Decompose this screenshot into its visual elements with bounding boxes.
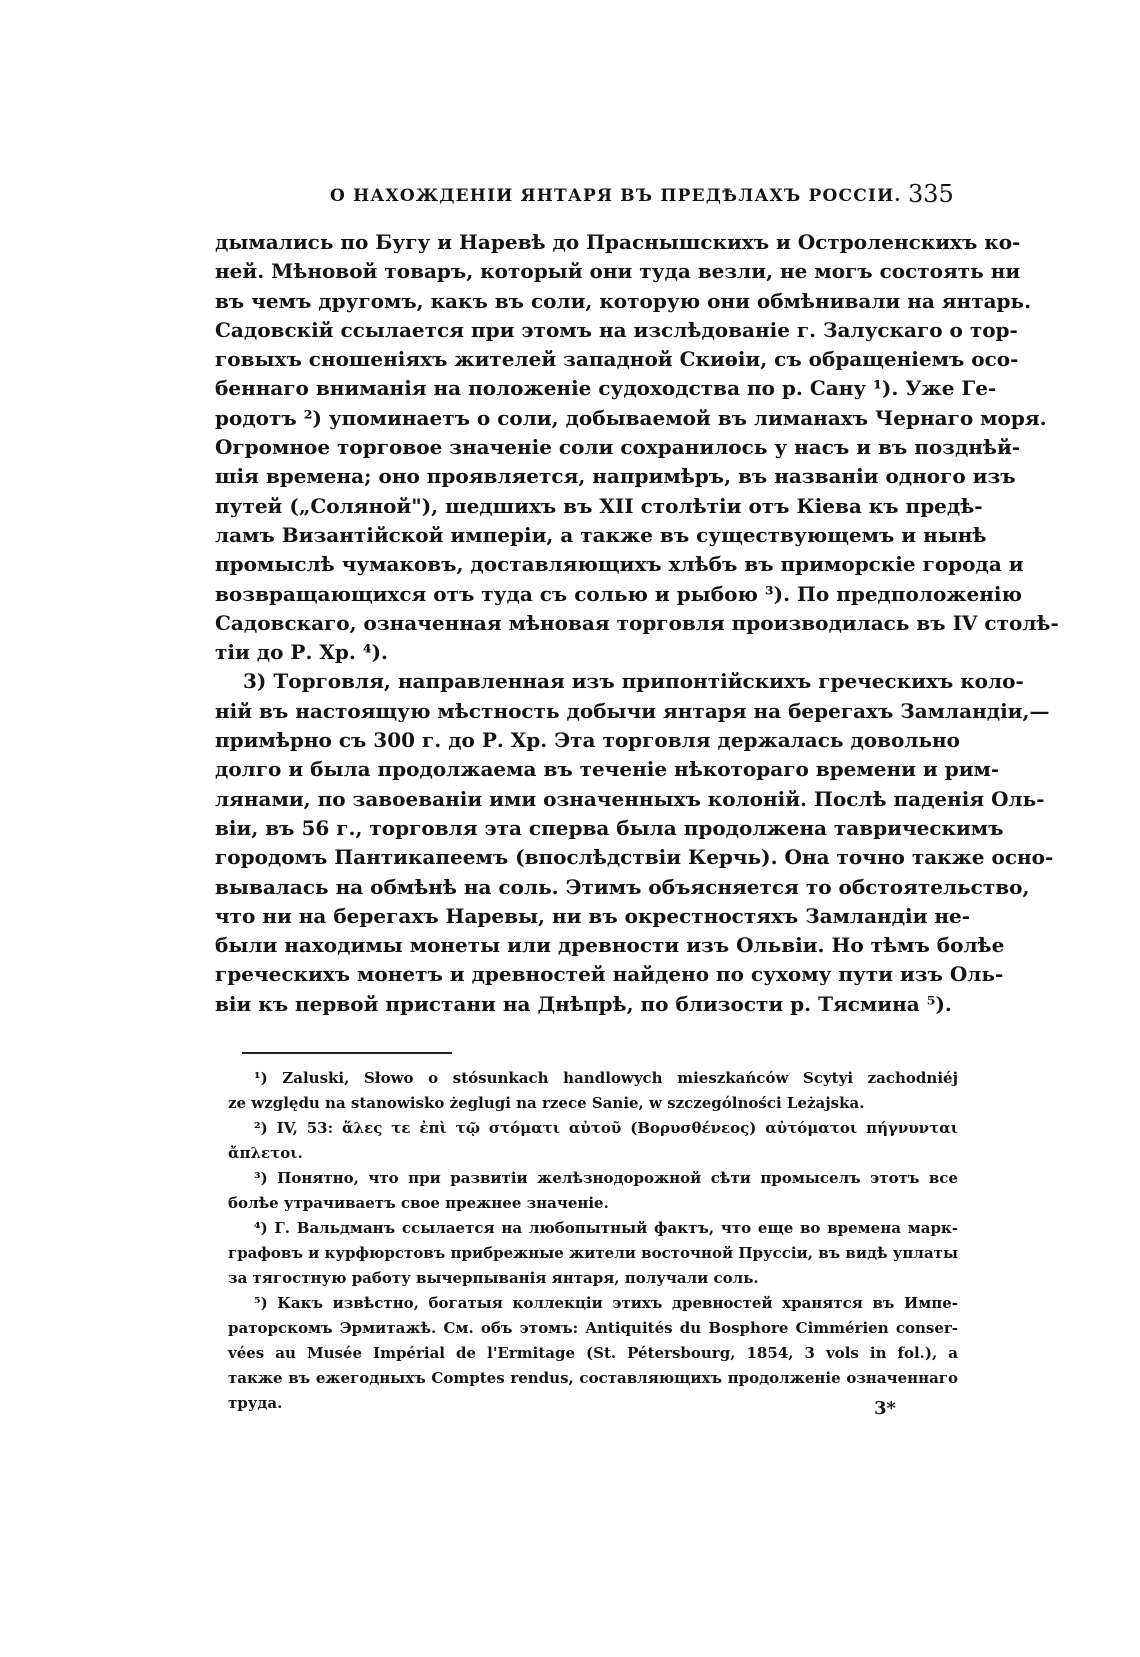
footnote-line: раторскомъ Эрмитажѣ. См. объ этомъ: Antiquités du Bosphore Cimmérien conser-	[228, 1319, 958, 1337]
footnote-line: за тягостную работу вычерпыванія янтаря, получали соль.	[228, 1269, 759, 1287]
text-line: греческихъ монетъ и древностей найдено по сухому пути изъ Оль-	[215, 962, 1004, 987]
text-line: ламъ Византійской имперіи, а также въ существующемъ и нынѣ	[215, 522, 987, 547]
main-text	[215, 228, 1059, 1019]
text-line: возвращающихся отъ туда съ солью и рыбою ³). По предположенію	[215, 581, 1022, 606]
footnote-line: ⁴) Г. Вальдманъ ссылается на любопытный фактъ, что еще во времена марк-	[254, 1219, 958, 1237]
footnote-line: ἄπλετοι.	[228, 1144, 303, 1162]
text-line: Садовскій ссылается при этомъ на изслѣдованіе г. Залускаго о тор-	[215, 317, 1018, 342]
footnote-line: труда.	[228, 1394, 283, 1412]
footnote-line: болѣе утрачиваетъ свое прежнее значеніе.	[228, 1194, 609, 1212]
text-line: ней. Мѣновой товаръ, который они туда везли, не могъ состоять ни	[215, 259, 1021, 284]
footnote-line: графовъ и курфюрстовъ прибрежные жители восточной Пруссіи, въ видѣ уплаты	[228, 1244, 958, 1262]
text-line: промыслѣ чумаковъ, доставляющихъ хлѣбъ въ приморскіе города и	[215, 552, 1024, 577]
text-line: путей („Соляной"), шедшихъ въ XII столѣтіи отъ Кіева къ предѣ-	[215, 493, 983, 518]
text-line: примѣрно съ 300 г. до Р. Хр. Эта торговля держалась довольно	[215, 728, 961, 753]
text-line: были находимы монеты или древности изъ Ольвіи. Но тѣмъ болѣе	[215, 933, 1005, 958]
footnote-line: ¹) Zaluski, Słowo o stósunkach handlowych mieszkańców Scytyi zachodniéj	[254, 1069, 958, 1087]
text-line: долго и была продолжаема въ теченіе нѣкотораго времени и рим-	[215, 757, 1000, 782]
text-line: шія времена; оно проявляется, напримѣръ, въ названіи одного изъ	[215, 464, 1016, 489]
footnote-divider	[242, 1052, 452, 1054]
footnote-line: ³) Понятно, что при развитіи желѣзнодорожной сѣти промыселъ этотъ все	[254, 1169, 958, 1187]
text-line: беннаго вниманія на положеніе судоходства по р. Сану ¹). Уже Ге-	[215, 376, 997, 401]
text-line: Огромное торговое значеніе соли сохранилось у насъ и въ позднѣй-	[215, 435, 1021, 460]
page-number: 335	[908, 180, 954, 208]
text-line: родотъ ²) упоминаетъ о соли, добываемой въ лиманахъ Чернаго моря.	[215, 405, 1047, 430]
text-line: дымались по Бугу и Наревѣ до Праснышскихъ и Остроленскихъ ко-	[215, 230, 1021, 254]
text-line: городомъ Пантикапеемъ (впослѣдствіи Керчь). Она точно также осно-	[215, 845, 1054, 870]
running-title: О НАХОЖДЕНІИ ЯНТАРЯ ВЪ ПРЕДѢЛАХЪ РОССІИ.	[330, 186, 902, 206]
text-line: вывалась на обмѣнѣ на соль. Этимъ объясняется то обстоятельство,	[215, 874, 1030, 899]
text-line: Садовскаго, означенная мѣновая торговля производилась въ IV столѣ-	[215, 610, 1059, 635]
text-line: ній въ настоящую мѣстность добычи янтаря на берегахъ Замландіи,—	[215, 698, 1050, 723]
text-line: что ни на берегахъ Наревы, ни въ окрестностяхъ Замландіи не-	[215, 903, 971, 928]
text-line: віи, въ 56 г., торговля эта сперва была продолжена таврическимъ	[215, 815, 1004, 840]
text-line: тіи до Р. Хр. ⁴).	[215, 640, 388, 665]
signature-mark: 3*	[874, 1398, 896, 1419]
text-line: въ чемъ другомъ, какъ въ соли, которую они обмѣнивали на янтарь.	[215, 288, 1032, 313]
text-line: віи къ первой пристани на Днѣпрѣ, по близости р. Тясмина ⁵).	[215, 991, 952, 1016]
footnote-line: vées au Musée Impérial de l'Ermitage (St. Pétersbourg, 1854, 3 vols in fol.), а	[228, 1344, 958, 1362]
footnotes	[228, 1066, 958, 1416]
footnote-line: также въ ежегодныхъ Comptes rendus, составляющихъ продолженіе означеннаго	[228, 1369, 958, 1387]
text-line: говыхъ сношеніяхъ жителей западной Скиѳіи, съ обращеніемъ осо-	[215, 347, 1019, 372]
text-line: лянами, по завоеваніи ими означенныхъ колоній. Послѣ паденія Оль-	[215, 786, 1045, 811]
footnote-line: ²) IV, 53: ἅλες τε ἐπὶ τῷ στόματι αὐτοῦ (Βορυσθένεος) αὐτόματοι πήγνυνται	[254, 1119, 958, 1137]
footnote-line: ze względu na stanowisko żeglugi na rzece Sanie, w szczególności Leżajska.	[228, 1094, 865, 1112]
text-line: 3) Торговля, направленная изъ припонтійскихъ греческихъ коло-	[243, 669, 1024, 694]
footnote-line: ⁵) Какъ извѣстно, богатыя коллекціи этихъ древностей хранятся въ Импе-	[254, 1294, 958, 1312]
